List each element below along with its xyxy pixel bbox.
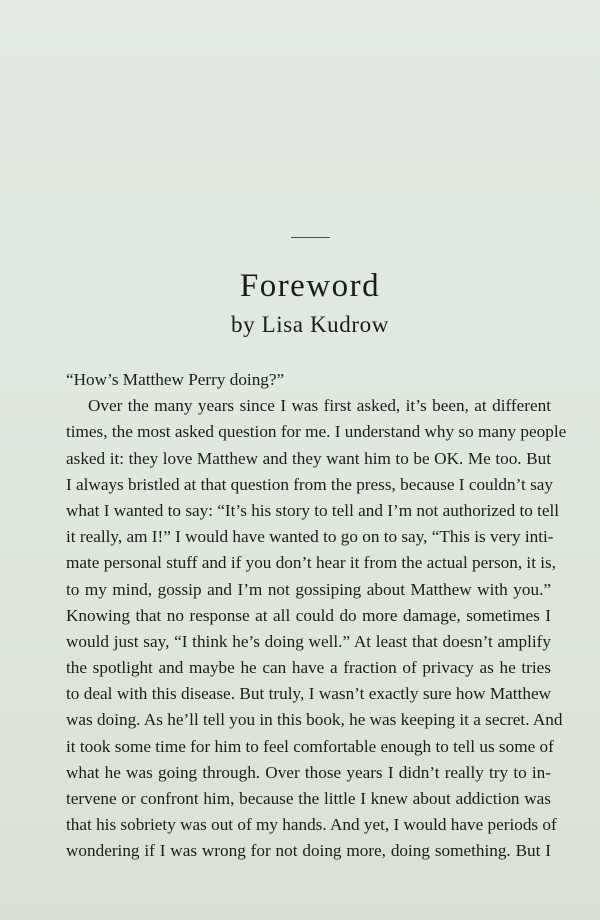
text-line: times, the most asked question for me. I understand why so many people bbox=[66, 422, 567, 442]
text-line: it really, am I!” I would have wanted to go on to say, “This is very inti- bbox=[66, 527, 554, 547]
text-line: wondering if I was wrong for not doing more, doing something. But I bbox=[66, 841, 551, 861]
text-line: Knowing that no response at all could do more damage, sometimes I bbox=[66, 605, 551, 625]
chapter-byline: by Lisa Kudrow bbox=[231, 312, 389, 337]
chapter-title: Foreword bbox=[239, 268, 381, 304]
text-line: I always bristled at that question from the press, because I couldn’t say bbox=[66, 474, 554, 494]
text-line: “How’s Matthew Perry doing?” bbox=[66, 370, 285, 389]
text-line: to my mind, gossip and I’m not gossiping about Matthew with you.” bbox=[66, 579, 551, 599]
text-line: the spotlight and maybe he can have a fraction of privacy as he tries bbox=[66, 658, 551, 678]
body-text bbox=[66, 367, 567, 865]
text-line: what he was going through. Over those years I didn’t really try to in- bbox=[66, 762, 551, 782]
text-line: asked it: they love Matthew and they want him to be OK. Me too. But bbox=[66, 448, 551, 468]
text-line: what I wanted to say: “It’s his story to tell and I’m not authorized to tell bbox=[66, 500, 560, 520]
text-line: mate personal stuff and if you don’t hear it from the actual person, it is, bbox=[66, 553, 557, 573]
text-line: was doing. As he’ll tell you in this book, he was keeping it a secret. And bbox=[66, 710, 563, 730]
text-line: to deal with this disease. But truly, I wasn’t exactly sure how Matthew bbox=[66, 684, 551, 704]
text-line: it took some time for him to feel comfortable enough to tell us some of bbox=[66, 736, 554, 756]
text-line: tervene or confront him, because the little I knew about addiction was bbox=[66, 789, 551, 808]
text-line: Over the many years since I was first asked, it’s been, at different bbox=[88, 396, 551, 416]
text-line: that his sobriety was out of my hands. And yet, I would have periods of bbox=[66, 815, 557, 835]
text-line: would just say, “I think he’s doing well.” At least that doesn’t amplify bbox=[66, 631, 551, 651]
ornament-rule bbox=[291, 237, 330, 238]
